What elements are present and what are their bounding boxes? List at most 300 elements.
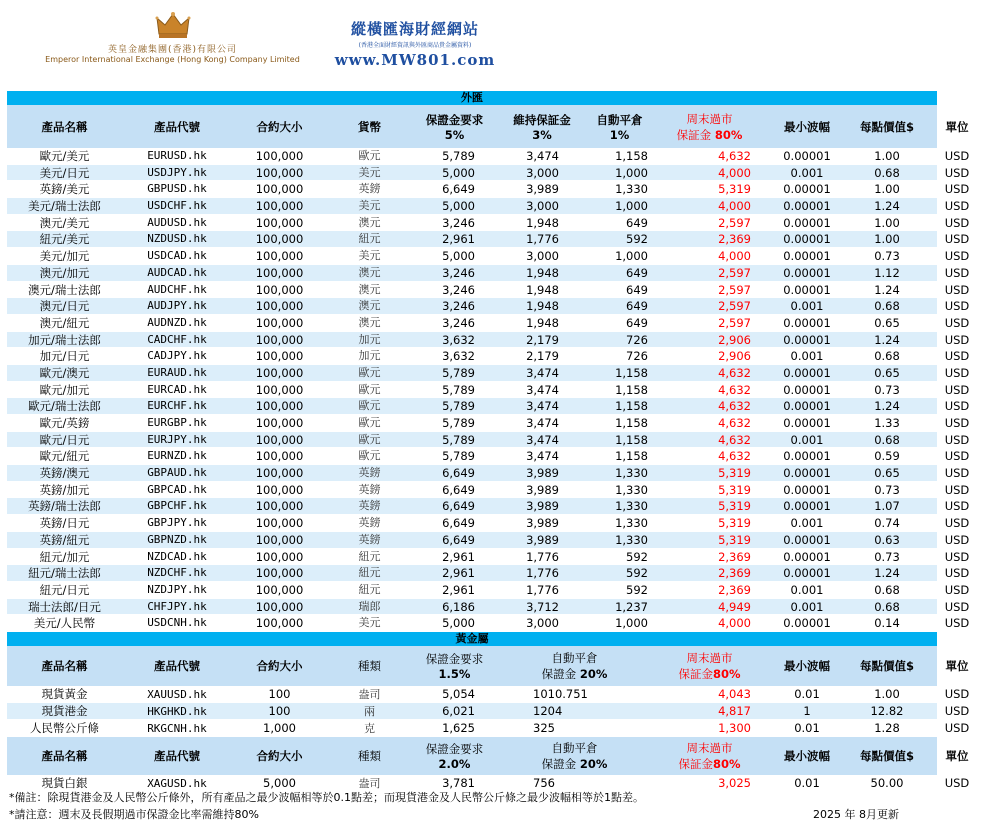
maintenance: 3,989 <box>526 532 559 547</box>
min-tick: 0.001 <box>790 516 824 531</box>
table-row <box>7 382 970 399</box>
maintenance: 3,474 <box>526 382 559 397</box>
margin: 5,789 <box>442 149 475 163</box>
product-code: XAGUSD.hk <box>147 776 207 790</box>
table-row <box>7 365 970 382</box>
contract-size: 100,000 <box>255 232 304 247</box>
margin: 6,021 <box>442 703 475 718</box>
currency: 英鎊 <box>358 182 381 196</box>
currency: 澳元 <box>358 315 381 329</box>
point-value: 1.24 <box>874 332 900 347</box>
unit: USD <box>944 582 970 597</box>
product-code: USDCHF.hk <box>147 199 207 213</box>
margin: 5,000 <box>442 616 475 631</box>
weekend-margin: 5,319 <box>718 516 751 531</box>
unit: USD <box>944 182 970 197</box>
contract-size: 100,000 <box>255 532 304 547</box>
col-size: 合約大小 <box>256 119 303 134</box>
contract-size: 100,000 <box>255 249 304 264</box>
currency: 英鎊 <box>358 516 381 530</box>
margin: 6,649 <box>442 499 475 514</box>
point-value: 1.00 <box>874 686 900 701</box>
company-name-cn: 英皇金融集團(香港)有限公司 <box>107 45 238 55</box>
min-tick: 0.01 <box>794 720 820 735</box>
page-header <box>0 0 947 90</box>
min-tick: 0.00001 <box>783 232 831 247</box>
product-code: GBPCAD.hk <box>147 482 207 496</box>
product-name: 英鎊/澳元 <box>39 466 90 481</box>
contract-size: 1,000 <box>263 720 296 735</box>
company-name-en: Emperor International Exchange (Hong Kong) Company Limited <box>45 55 300 64</box>
min-tick: 0.00001 <box>783 382 831 397</box>
point-value: 1.24 <box>874 399 900 414</box>
auto-close: 649 <box>626 315 648 330</box>
maintenance: 1,776 <box>526 582 559 597</box>
min-tick: 0.01 <box>794 775 820 790</box>
product-code: USDCNH.hk <box>147 616 207 630</box>
min-tick: 0.00001 <box>783 332 831 347</box>
unit: USD <box>944 499 970 514</box>
min-tick: 0.00001 <box>783 365 831 380</box>
contract-size: 100,000 <box>255 349 304 364</box>
table-row <box>7 582 970 599</box>
product-code: GBPJPY.hk <box>147 516 207 530</box>
product-name: 澳元/美元 <box>39 215 90 230</box>
table-row <box>7 549 970 566</box>
maintenance: 3,712 <box>526 599 559 614</box>
product-code: NZDUSD.hk <box>147 232 207 246</box>
product-name: 現貨白銀 <box>41 775 88 790</box>
point-value: 0.68 <box>874 165 900 180</box>
contract-size: 100,000 <box>255 466 304 481</box>
currency: 歐元 <box>358 416 381 429</box>
min-tick: 1 <box>803 703 811 718</box>
contract-size: 100,000 <box>255 265 304 280</box>
metals-header-row: 產品名稱 產品代號 合約大小 種類 保證金要求 1.5% 自動平倉 保證金 20% 周末過市 保証金80% 最小波幅 每點價值$ 單位 <box>7 646 937 686</box>
currency: 美元 <box>358 199 381 213</box>
auto-close: 1,158 <box>615 432 648 447</box>
product-name: 澳元/紐元 <box>39 315 90 330</box>
point-value: 0.59 <box>874 449 900 464</box>
contract-size: 100 <box>268 686 291 701</box>
auto-close: 1,158 <box>615 399 648 414</box>
contract-size: 100,000 <box>255 365 304 380</box>
min-tick: 0.00001 <box>783 249 831 264</box>
point-value: 0.14 <box>874 616 900 631</box>
emperor-logo <box>40 10 305 70</box>
table-row <box>7 482 970 499</box>
unit: USD <box>944 532 970 547</box>
margin: 6,649 <box>442 182 475 197</box>
product-code: AUDCAD.hk <box>147 265 207 279</box>
update-date: 2025 年 8月更新 <box>813 808 899 821</box>
min-tick: 0.00001 <box>783 282 831 297</box>
table-row <box>7 148 970 165</box>
min-tick: 0.01 <box>794 686 820 701</box>
margin: 3,246 <box>442 265 475 280</box>
point-value: 12.82 <box>870 703 904 718</box>
point-value: 1.00 <box>874 149 900 163</box>
maintenance: 3,474 <box>526 432 559 447</box>
product-code: NZDCHF.hk <box>147 566 207 580</box>
col-tick: 最小波幅 <box>784 119 830 134</box>
weekend-margin: 2,597 <box>718 315 751 330</box>
unit: USD <box>944 466 970 481</box>
min-tick: 0.001 <box>790 165 824 180</box>
table-row <box>7 615 970 632</box>
maintenance: 1,776 <box>526 549 559 564</box>
contract-size: 100,000 <box>255 282 304 297</box>
contract-size: 100,000 <box>255 549 304 564</box>
point-value: 50.00 <box>870 775 904 790</box>
product-code: EURGBP.hk <box>147 416 207 429</box>
forex-header-row <box>7 105 969 148</box>
table-row <box>7 231 970 248</box>
unit: USD <box>944 516 970 531</box>
maintenance: 3,474 <box>526 149 559 163</box>
min-tick: 0.00001 <box>783 399 831 414</box>
contract-size: 100,000 <box>255 215 304 230</box>
currency: 加元 <box>358 349 381 363</box>
currency: 英鎊 <box>358 499 381 513</box>
product-code: GBPNZD.hk <box>147 532 207 546</box>
maintenance: 1,776 <box>526 566 559 581</box>
maintenance: 1,948 <box>526 282 559 297</box>
contract-size: 100,000 <box>255 416 304 430</box>
margin: 3,246 <box>442 299 475 314</box>
min-tick: 0.001 <box>790 599 824 614</box>
margin: 6,649 <box>442 516 475 531</box>
min-tick: 0.00001 <box>783 549 831 564</box>
product-code: AUDNZD.hk <box>147 315 207 329</box>
min-tick: 0.00001 <box>783 149 831 163</box>
margin: 5,789 <box>442 365 475 380</box>
maintenance: 3,474 <box>526 399 559 414</box>
unit: USD <box>944 232 970 247</box>
margin: 5,054 <box>442 686 475 701</box>
currency: 紐元 <box>358 549 381 563</box>
min-tick: 0.00001 <box>783 532 831 547</box>
weekend-margin: 2,597 <box>718 215 751 230</box>
currency: 美元 <box>358 249 381 263</box>
auto-close: 726 <box>626 349 648 364</box>
unit: USD <box>944 332 970 347</box>
auto-close: 1,000 <box>615 249 648 264</box>
auto-close: 1,158 <box>615 449 648 464</box>
weekend-margin: 4,000 <box>718 616 751 631</box>
product-code: EURCAD.hk <box>147 382 207 396</box>
table-row <box>7 332 970 349</box>
site-url[interactable]: www.MW801.com <box>334 51 496 69</box>
product-name: 美元/瑞士法郎 <box>28 199 101 214</box>
col-maintenance: 維持保証金 3% <box>513 112 571 142</box>
contract-size: 100,000 <box>255 182 304 197</box>
contract-size: 100,000 <box>255 332 304 347</box>
point-value: 1.24 <box>874 199 900 214</box>
auto-close: 1,330 <box>615 516 648 531</box>
min-tick: 0.00001 <box>783 182 831 197</box>
min-tick: 0.00001 <box>783 199 831 214</box>
margin: 6,649 <box>442 482 475 497</box>
product-name: 紐元/加元 <box>39 549 90 564</box>
product-name: 澳元/加元 <box>39 265 90 280</box>
unit: USD <box>944 775 970 790</box>
product-name: 人民幣公斤條 <box>30 720 99 735</box>
product-name: 加元/瑞士法郎 <box>28 332 101 347</box>
currency: 歐元 <box>358 432 381 446</box>
point-value: 0.63 <box>874 532 900 547</box>
product-name: 歐元/紐元 <box>39 449 90 464</box>
forex-rows <box>7 148 970 632</box>
weekend-margin: 2,369 <box>718 549 751 564</box>
col-currency: 貨幣 <box>358 119 381 134</box>
product-code: EURJPY.hk <box>147 432 207 446</box>
weekend-margin: 5,319 <box>718 482 751 497</box>
weekend-margin: 4,632 <box>718 382 751 397</box>
contract-size: 100,000 <box>255 399 304 414</box>
col-weekend: 周末過市 保証金 80% <box>676 111 743 142</box>
auto-close: 756 <box>533 775 555 790</box>
product-code: CADJPY.hk <box>147 349 207 363</box>
currency: 澳元 <box>358 282 381 296</box>
table-row <box>7 465 970 482</box>
maintenance: 3,989 <box>526 482 559 497</box>
auto-close: 1,330 <box>615 466 648 481</box>
weekend-margin: 4,632 <box>718 365 751 380</box>
weekend-margin: 4,632 <box>718 399 751 414</box>
product-name: 歐元/英鎊 <box>39 416 90 430</box>
unit: USD <box>944 432 970 447</box>
point-value: 0.73 <box>874 249 900 264</box>
margin-table <box>7 91 970 792</box>
unit: USD <box>944 149 970 163</box>
product-code: HKGHKD.hk <box>147 704 207 718</box>
table-row <box>7 215 970 232</box>
unit: USD <box>944 282 970 297</box>
margin: 5,789 <box>442 382 475 397</box>
margin: 3,246 <box>442 282 475 297</box>
table-row <box>7 298 970 315</box>
product-code: EURUSD.hk <box>147 149 207 162</box>
currency: 紐元 <box>358 232 381 246</box>
auto-close: 1,330 <box>615 532 648 547</box>
product-code: AUDJPY.hk <box>147 299 207 313</box>
product-name: 瑞士法郎/日元 <box>28 599 101 614</box>
auto-close: 649 <box>626 265 648 280</box>
contract-size: 100,000 <box>255 432 304 447</box>
point-value: 1.00 <box>874 232 900 247</box>
maintenance: 1,948 <box>526 215 559 230</box>
margin: 6,186 <box>442 599 475 614</box>
margin: 5,789 <box>442 416 475 430</box>
maintenance: 1,948 <box>526 299 559 314</box>
weekend-margin: 2,906 <box>718 349 751 364</box>
weekend-margin: 2,369 <box>718 566 751 581</box>
weekend-margin: 4,000 <box>718 199 751 214</box>
auto-close: 1204 <box>533 703 563 718</box>
margin: 2,961 <box>442 566 475 581</box>
table-row <box>7 348 970 365</box>
min-tick: 0.00001 <box>783 499 831 514</box>
unit: USD <box>944 315 970 330</box>
product-name: 英鎊/日元 <box>39 516 90 531</box>
weekend-margin: 4,000 <box>718 165 751 180</box>
maintenance: 1,948 <box>526 265 559 280</box>
unit: USD <box>944 720 970 735</box>
point-value: 0.68 <box>874 349 900 364</box>
col-code: 產品代號 <box>154 119 200 134</box>
site-name-cn: 縱橫匯海財經網站 <box>350 20 479 38</box>
product-code: NZDJPY.hk <box>147 582 207 596</box>
point-value: 0.65 <box>874 365 900 380</box>
contract-size: 100,000 <box>255 599 304 614</box>
auto-close: 325 <box>533 720 555 735</box>
currency: 歐元 <box>358 149 381 162</box>
unit: USD <box>944 482 970 497</box>
metal-rows <box>7 686 970 737</box>
weekend-margin: 5,319 <box>718 182 751 197</box>
currency: 歐元 <box>358 382 381 396</box>
product-name: 澳元/瑞士法郎 <box>28 282 101 297</box>
product-name: 歐元/日元 <box>39 432 90 447</box>
unit: USD <box>944 215 970 230</box>
site-subtitle: (香港全面財經資訊與外匯商品貴金屬資料) <box>358 42 472 49</box>
table-row <box>7 198 970 215</box>
product-code: CHFJPY.hk <box>147 599 207 613</box>
auto-close: 1,330 <box>615 182 648 197</box>
unit-kind: 兩 <box>364 704 375 718</box>
weekend-margin: 4,000 <box>718 249 751 264</box>
margin: 2,961 <box>442 232 475 247</box>
product-code: AUDCHF.hk <box>147 282 207 296</box>
maintenance: 3,989 <box>526 499 559 514</box>
unit: USD <box>944 165 970 180</box>
weekend-margin: 2,369 <box>718 582 751 597</box>
table-row <box>7 720 970 737</box>
unit: USD <box>944 549 970 564</box>
maintenance: 1,776 <box>526 232 559 247</box>
margin: 5,000 <box>442 199 475 214</box>
table-row <box>7 165 970 182</box>
margin: 3,246 <box>442 315 475 330</box>
margin: 3,781 <box>442 775 475 790</box>
unit: USD <box>944 416 970 430</box>
margin: 2,961 <box>442 549 475 564</box>
point-value: 0.65 <box>874 315 900 330</box>
auto-close: 1,158 <box>615 365 648 380</box>
col-value: 每點價值$ <box>859 119 914 134</box>
min-tick: 0.00001 <box>783 315 831 330</box>
margin: 3,246 <box>442 215 475 230</box>
table-row <box>7 498 970 515</box>
weekend-margin: 4,632 <box>718 149 751 163</box>
auto-close: 1,158 <box>615 149 648 163</box>
product-code: GBPUSD.hk <box>147 182 207 196</box>
auto-close: 1010.751 <box>533 686 588 701</box>
currency: 澳元 <box>358 265 381 279</box>
table-row <box>7 398 970 415</box>
point-value: 0.68 <box>874 432 900 447</box>
unit: USD <box>944 365 970 380</box>
note-tick: *備註：除現貨港金及人民幣公斤條外，所有產品之最少波幅相等於0.1點差；而現貨港金及人民幣公斤條之最少波幅相等於1點差。 <box>9 791 644 804</box>
contract-size: 100,000 <box>255 566 304 581</box>
margin: 6,649 <box>442 532 475 547</box>
min-tick: 0.00001 <box>783 265 831 280</box>
contract-size: 100,000 <box>255 582 304 597</box>
unit: USD <box>944 249 970 264</box>
table-row <box>7 686 970 703</box>
weekend-margin: 5,319 <box>718 499 751 514</box>
product-code: XAUUSD.hk <box>147 687 207 701</box>
point-value: 1.24 <box>874 566 900 581</box>
min-tick: 0.00001 <box>783 416 831 430</box>
unit: USD <box>944 265 970 280</box>
maintenance: 1,948 <box>526 315 559 330</box>
currency: 紐元 <box>358 582 381 596</box>
weekend-margin: 1,300 <box>718 720 751 735</box>
point-value: 0.73 <box>874 482 900 497</box>
product-name: 紐元/瑞士法郎 <box>28 566 101 581</box>
auto-close: 726 <box>626 332 648 347</box>
contract-size: 100,000 <box>255 315 304 330</box>
product-name: 美元/日元 <box>39 165 90 180</box>
maintenance: 3,000 <box>526 199 559 214</box>
auto-close: 1,158 <box>615 382 648 397</box>
point-value: 1.24 <box>874 282 900 297</box>
table-row <box>7 532 970 549</box>
min-tick: 0.001 <box>790 299 824 314</box>
currency: 美元 <box>358 616 381 630</box>
product-name: 歐元/澳元 <box>39 365 90 380</box>
product-code: USDCAD.hk <box>147 249 207 263</box>
weekend-margin: 2,369 <box>718 232 751 247</box>
contract-size: 100,000 <box>255 199 304 214</box>
point-value: 0.73 <box>874 549 900 564</box>
point-value: 0.74 <box>874 516 900 531</box>
maintenance: 2,179 <box>526 349 559 364</box>
min-tick: 0.00001 <box>783 449 831 464</box>
auto-close: 1,000 <box>615 616 648 631</box>
metals-section-title: 黃金屬 <box>7 632 937 646</box>
table-row <box>7 181 970 198</box>
product-name: 紐元/美元 <box>39 232 90 247</box>
margin: 5,789 <box>442 449 475 464</box>
contract-size: 100,000 <box>255 149 304 163</box>
min-tick: 0.00001 <box>783 482 831 497</box>
product-name: 英鎊/瑞士法郎 <box>28 499 101 514</box>
product-name: 美元/人民幣 <box>33 616 96 631</box>
contract-size: 100,000 <box>255 616 304 631</box>
product-code: GBPAUD.hk <box>147 466 207 480</box>
table-row <box>7 248 970 265</box>
product-code: EURCHF.hk <box>147 399 207 413</box>
point-value: 0.65 <box>874 466 900 481</box>
col-auto-close: 自動平倉 1% <box>596 112 643 142</box>
note-weekend: *請注意：週末及長假期過市保證金比率需維持80% <box>9 808 259 821</box>
product-name: 現貨港金 <box>41 703 88 718</box>
contract-size: 100,000 <box>255 516 304 531</box>
product-name: 英鎊/加元 <box>39 482 90 497</box>
product-code: EURNZD.hk <box>147 449 207 463</box>
table-row <box>7 315 970 332</box>
weekend-margin: 2,597 <box>718 282 751 297</box>
contract-size: 100,000 <box>255 299 304 314</box>
min-tick: 0.00001 <box>783 566 831 581</box>
maintenance: 3,474 <box>526 416 559 430</box>
table-row <box>7 432 970 449</box>
point-value: 1.12 <box>874 265 900 280</box>
weekend-margin: 2,597 <box>718 299 751 314</box>
